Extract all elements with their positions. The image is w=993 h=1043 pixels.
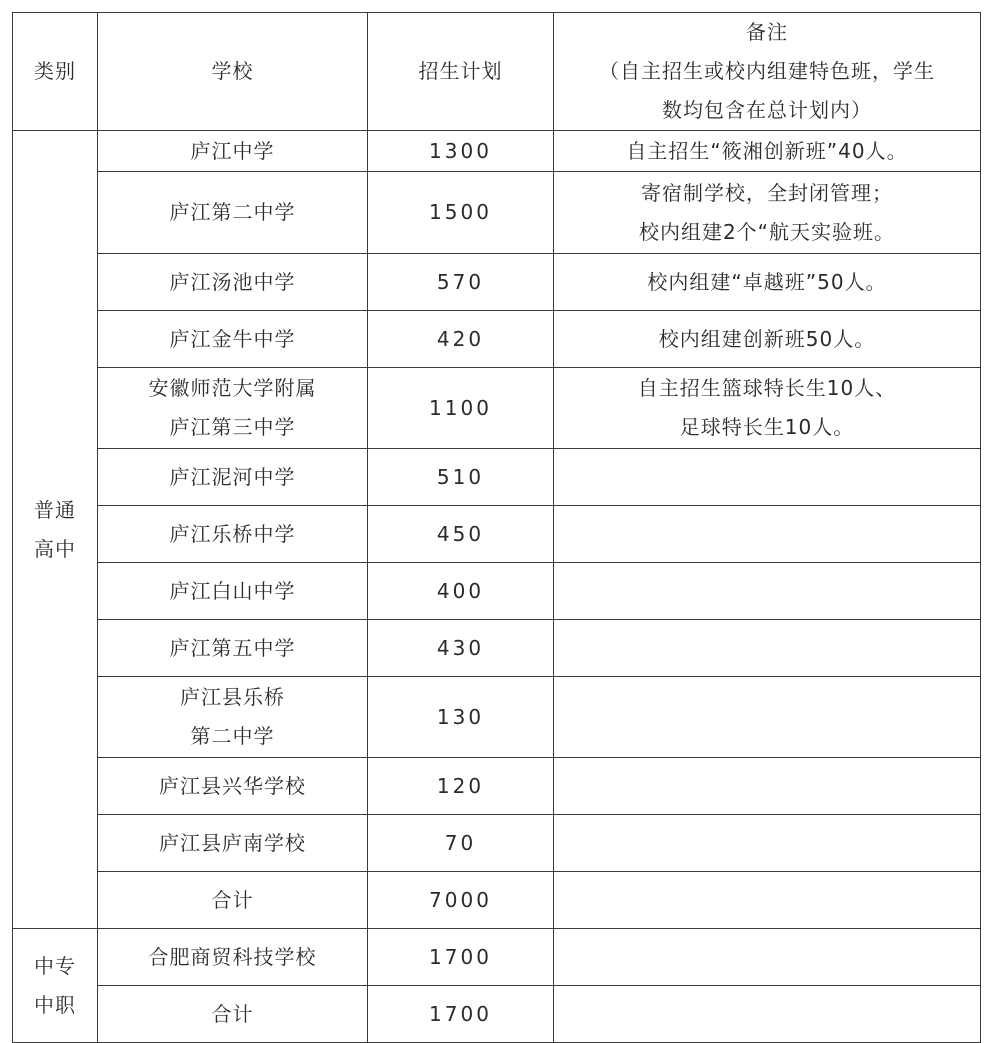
table-row	[13, 563, 981, 620]
school-cell	[98, 449, 368, 506]
school-name: 安徽师范大学附属	[148, 376, 317, 400]
header-school: 学校	[98, 13, 368, 131]
plan-cell: 400	[368, 563, 554, 620]
table-row	[13, 677, 981, 758]
plan-cell: 1500	[368, 172, 554, 254]
school-cell	[98, 677, 368, 758]
header-row	[13, 13, 981, 131]
table-row	[13, 254, 981, 311]
header-note-sub1: （自主招生或校内组建特色班，学生	[599, 59, 935, 83]
table-row	[13, 172, 981, 254]
plan-cell: 420	[368, 311, 554, 368]
note-line: 校内组建创新班50人。	[658, 326, 876, 351]
school-name: 庐江白山中学	[169, 578, 296, 603]
table-row	[13, 131, 981, 172]
note-cell	[554, 131, 981, 172]
note-line: 校内组建“卓越班”50人。	[647, 269, 887, 294]
note-cell	[554, 506, 981, 563]
note-cell	[554, 254, 981, 311]
enrollment-table	[12, 12, 981, 1043]
category-line: 普通	[34, 497, 76, 522]
school-cell	[98, 872, 368, 929]
plan-cell: 510	[368, 449, 554, 506]
subtotal-row	[13, 986, 981, 1043]
school-name: 合肥商贸科技学校	[148, 944, 317, 969]
school-name: 庐江中学	[190, 138, 275, 163]
note-cell	[554, 172, 981, 254]
school-name: 庐江第三中学	[169, 415, 296, 439]
school-name: 庐江县兴华学校	[159, 773, 306, 798]
note-line: 足球特长生10人。	[679, 415, 855, 439]
note-line: 自主招生“筱湘创新班”40人。	[626, 138, 908, 163]
school-name: 庐江县庐南学校	[159, 830, 306, 855]
note-cell	[554, 758, 981, 815]
school-cell	[98, 929, 368, 986]
note-line: 寄宿制学校，全封闭管理；	[641, 180, 893, 205]
school-cell	[98, 620, 368, 677]
table-row	[13, 620, 981, 677]
subtotal-row	[13, 872, 981, 929]
note-cell	[554, 620, 981, 677]
note-cell	[554, 449, 981, 506]
table-row	[13, 815, 981, 872]
school-cell	[98, 311, 368, 368]
school-name: 庐江泥河中学	[169, 464, 296, 489]
school-cell	[98, 563, 368, 620]
note-cell	[554, 872, 981, 929]
plan-cell: 430	[368, 620, 554, 677]
table-row	[13, 506, 981, 563]
plan-cell: 570	[368, 254, 554, 311]
category-line: 高中	[34, 536, 76, 561]
note-cell	[554, 677, 981, 758]
plan-cell: 450	[368, 506, 554, 563]
school-name: 庐江县乐桥	[180, 685, 285, 709]
table-row	[13, 368, 981, 449]
school-name: 庐江汤池中学	[169, 269, 296, 294]
plan-cell: 130	[368, 677, 554, 758]
school-name: 庐江金牛中学	[169, 326, 296, 351]
school-cell	[98, 506, 368, 563]
subtotal-label: 合计	[211, 1001, 254, 1026]
plan-cell: 120	[368, 758, 554, 815]
table-row	[13, 449, 981, 506]
school-name: 庐江第五中学	[169, 635, 296, 660]
school-cell	[98, 254, 368, 311]
header-category: 类别	[13, 13, 98, 131]
note-cell	[554, 815, 981, 872]
school-cell	[98, 131, 368, 172]
header-note-title: 备注	[746, 20, 788, 44]
note-cell	[554, 368, 981, 449]
school-cell	[98, 758, 368, 815]
school-cell	[98, 815, 368, 872]
note-line: 校内组建2个“航天实验班。	[638, 219, 896, 244]
category-cell	[13, 929, 98, 1043]
plan-cell: 1100	[368, 368, 554, 449]
school-name: 庐江第二中学	[169, 200, 296, 224]
school-cell	[98, 986, 368, 1043]
subtotal-plan-cell: 7000	[368, 872, 554, 929]
plan-cell: 1700	[368, 929, 554, 986]
note-cell	[554, 986, 981, 1043]
category-line: 中职	[34, 992, 76, 1017]
subtotal-plan-cell: 1700	[368, 986, 554, 1043]
note-cell	[554, 311, 981, 368]
table-row	[13, 758, 981, 815]
plan-cell: 70	[368, 815, 554, 872]
school-name: 第二中学	[190, 724, 275, 748]
table-row	[13, 311, 981, 368]
school-name: 庐江乐桥中学	[169, 521, 296, 546]
category-line: 中专	[34, 953, 76, 978]
note-cell	[554, 929, 981, 986]
subtotal-label: 合计	[211, 887, 254, 912]
note-line: 自主招生篮球特长生10人、	[637, 376, 897, 400]
plan-cell: 1300	[368, 131, 554, 172]
school-cell	[98, 368, 368, 449]
table-row	[13, 929, 981, 986]
note-cell	[554, 563, 981, 620]
school-cell	[98, 172, 368, 254]
category-cell	[13, 131, 98, 929]
header-note-sub2: 数均包含在总计划内）	[662, 98, 872, 122]
header-plan: 招生计划	[368, 13, 554, 131]
header-note	[554, 13, 981, 131]
